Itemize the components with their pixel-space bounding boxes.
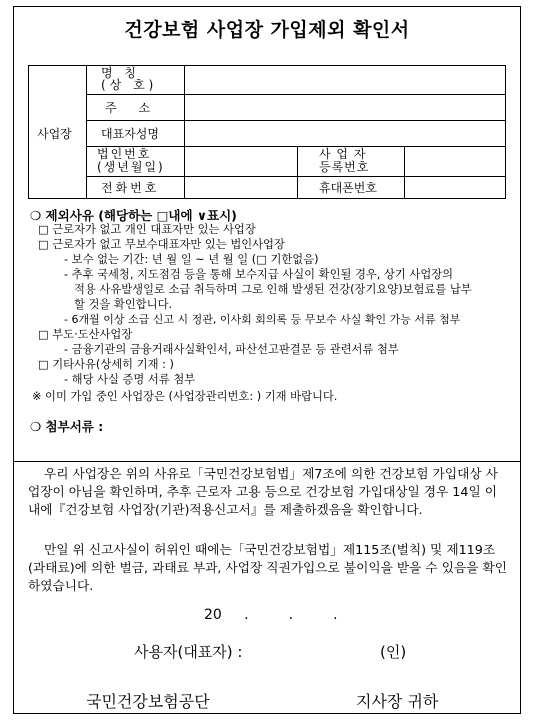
form-title: 건강보험 사업장 가입제외 확인서 — [124, 19, 410, 41]
reason-option-other[interactable]: □ 기타사유(상세히 기재 : ) — [38, 358, 174, 371]
reason-option-unpaid-corp[interactable]: □ 근로자가 없고 무보수대표자만 있는 법인사업장 — [38, 238, 285, 251]
notice-line-2: 적용 사유발생일로 소급 취득하며 그로 인해 발생된 건강(장기요양)보험료를 납부 — [74, 283, 472, 296]
date-line[interactable]: 20 . . . — [204, 607, 338, 623]
confirm-paragraph-1: 우리 사업장은 위의 사유로「국민건강보험법」제7조에 의한 건강보험 가입대상 사업장이 아님을 확인하며, 추후 근로자 고용 등으로 건강보험 가입대상일 경우 14일 이내에『건강보험 사업장(기관)적용신고서』를 제출하겠음을 확인합니다. — [28, 466, 498, 517]
label-corp-number: 법인번호 (생년월일) — [97, 147, 165, 174]
mobile-field[interactable] — [405, 177, 505, 198]
corp-number-field[interactable] — [185, 147, 297, 176]
label-address: 주 소 — [105, 101, 159, 115]
business-number-field[interactable] — [405, 147, 505, 176]
name-field[interactable] — [185, 66, 505, 94]
label-mobile: 휴대폰번호 — [319, 181, 377, 195]
attachment-note-unpaid: - 6개월 이상 소급 신고 시 정관, 이사회 회의록 등 무보수 사실 확인 가능 서류 첨부 — [64, 313, 461, 326]
label-business-number: 사 업 자 등록번호 — [319, 147, 370, 174]
phone-field[interactable] — [185, 177, 297, 198]
label-representative: 대표자성명 — [101, 127, 159, 141]
label-phone: 전화번호 — [101, 181, 160, 195]
reasons-heading: ❍ 제외사유 (해당하는 □내에 ∨표시) — [30, 208, 237, 223]
address-field[interactable] — [185, 95, 505, 120]
label-name: 명 칭 (상 호) — [101, 66, 158, 92]
group-label-business: 사업장 — [37, 127, 72, 141]
signer-label: 사용자(대표자) : — [134, 643, 243, 661]
attachment-note-other: - 해당 사실 증명 서류 첨부 — [64, 373, 196, 386]
seal-mark: (인) — [380, 643, 407, 661]
notice-line-1: - 추후 국세청, 지도점검 등을 통해 보수지급 사실이 확인될 경우, 상기 사업장의 — [64, 268, 454, 281]
business-info-table — [28, 65, 506, 199]
section-divider — [14, 461, 520, 462]
attachment-note-bankruptcy: - 금융기관의 금융거래사실확인서, 파산선고판결문 등 관련서류 첨부 — [64, 343, 399, 356]
representative-field[interactable] — [185, 121, 505, 146]
footer-recipient: 지사장 귀하 — [356, 692, 439, 711]
confirm-paragraph-2: 만일 위 신고사실이 허위인 때에는「국민건강보험법」제115조(벌칙) 및 제119조(과태료)에 의한 벌금, 과태료 부과, 사업장 직권가입으로 불이익을 받을 수 있음을 확인하였습니다. — [28, 542, 508, 593]
reason-option-individual[interactable]: □ 근로자가 없고 개인 대표자만 있는 사업장 — [38, 223, 256, 236]
attachments-heading: ❍ 첨부서류 : — [30, 419, 104, 434]
form-frame — [13, 6, 521, 714]
reason-option-bankruptcy[interactable]: □ 부도·도산사업장 — [38, 328, 133, 341]
existing-business-note: ※ 이미 가입 중인 사업장은 (사업장관리번호: ) 기재 바랍니다. — [32, 390, 338, 403]
unpaid-period-line: - 보수 없는 기간: 년 월 일 ~ 년 월 일 (□ 기한없음) — [64, 253, 319, 266]
footer-org: 국민건강보험공단 — [86, 692, 210, 711]
notice-line-3: 할 것을 확인합니다. — [74, 298, 173, 311]
